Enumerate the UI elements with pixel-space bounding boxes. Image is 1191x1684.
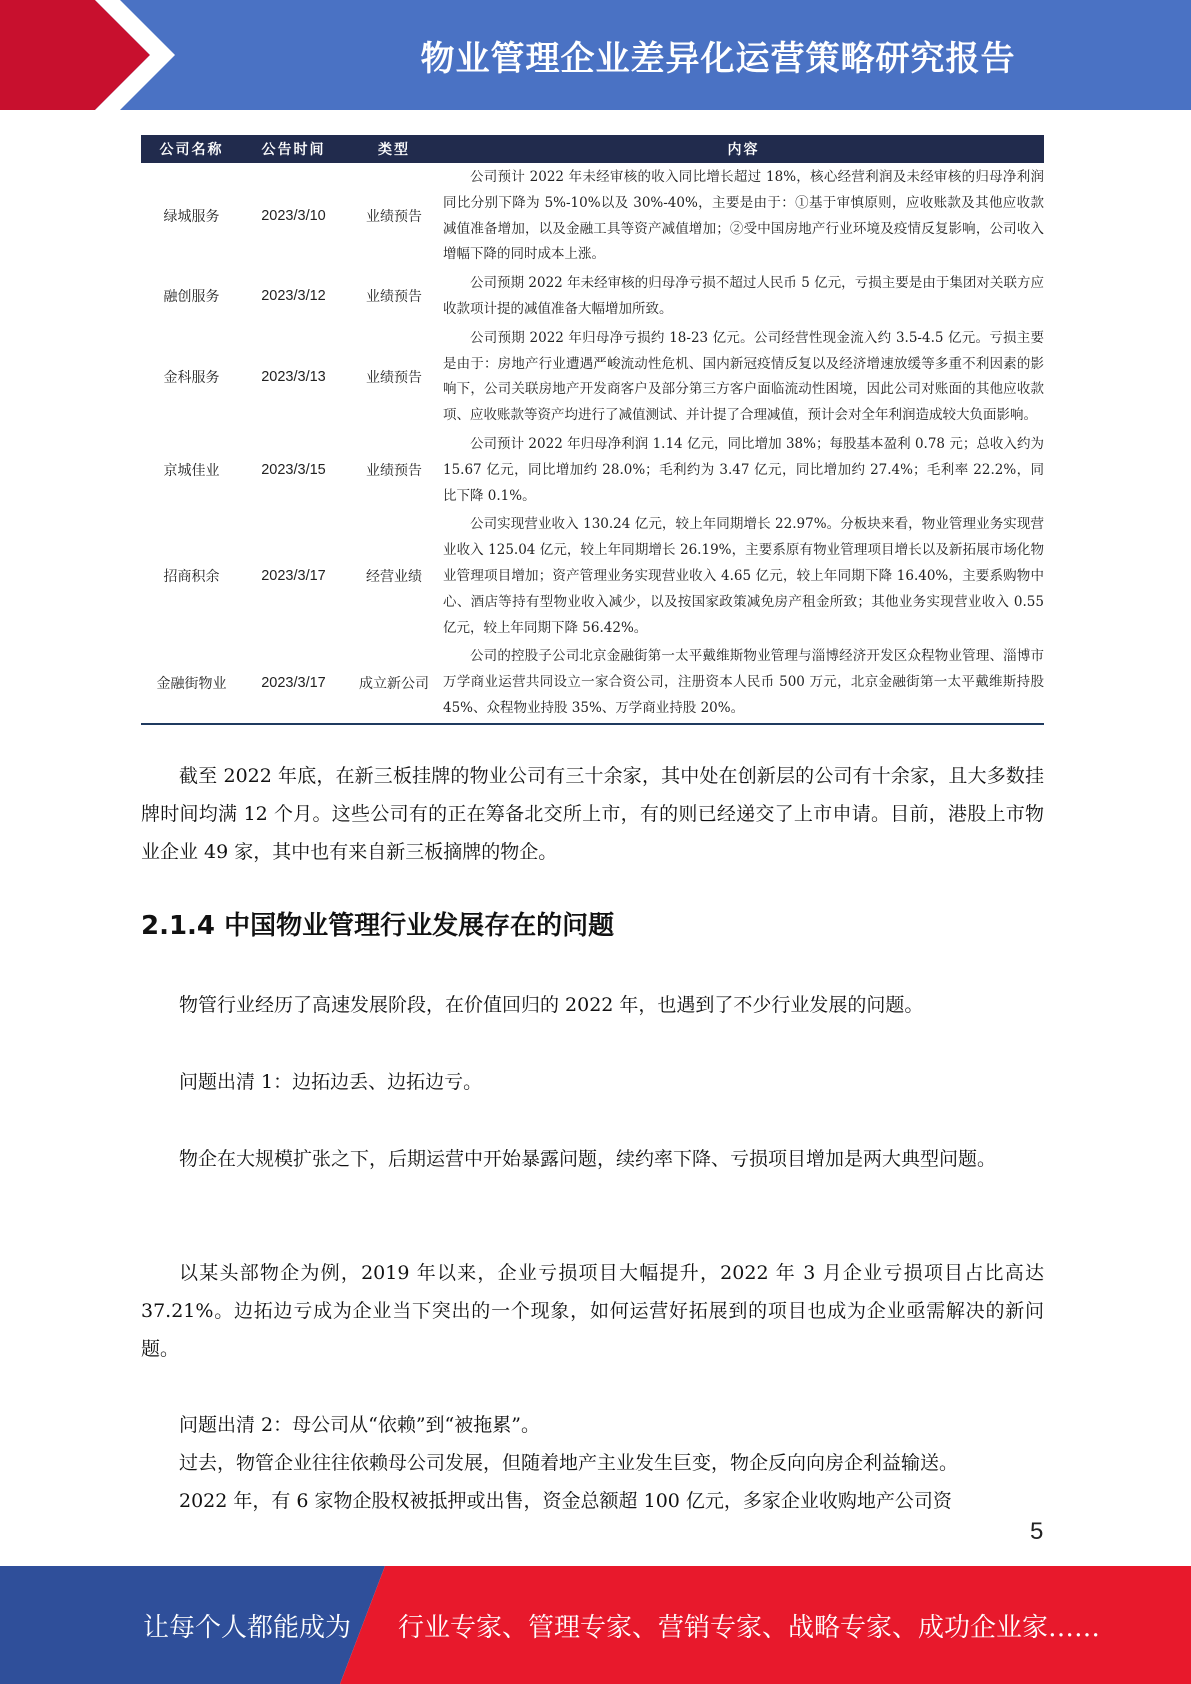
announcement-content-cell: 公司实现营业收入 130.24 亿元，较上年同期增长 22.97%。分板块来看，物业管理业务实现营业收入 125.04 亿元，较上年同期增长 26.19%，主要系原有物业管理项目增长以及新拓展市场化物业管理项目增加；资产管理业务实现营业收入 4.65 亿元，较上年同期下降 16.40%，主要系购物中心、酒店等持有型物业收入减少，以及按国家政策减免房产租金所致；其他业务实现营业收入 0.55 亿元，较上年同期下降 56.42%。 bbox=[443, 516, 1044, 636]
company-name-cell: 金科服务 bbox=[163, 369, 220, 386]
body-paragraph: 问题出清 1：边拓边丢、边拓边亏。 bbox=[179, 1071, 483, 1093]
table-header-row bbox=[141, 135, 1044, 163]
announcement-content-cell: 公司预计 2022 年未经审核的收入同比增长超过 18%，核心经营利润及未经审核的归母净利润同比分别下降为 5%-10%以及 30%-40%，主要是由于：①基于审慎原则，应收账款及其他应收款减值准备增加，以及金融工具等资产减值增加；②受中国房地产行业环境及疫情反复影响，公司收入增幅下降的同时成本上涨。 bbox=[443, 169, 1044, 263]
report-header bbox=[0, 0, 1191, 110]
page-number: 5 bbox=[1030, 1518, 1044, 1545]
announcement-date-cell: 2023/3/17 bbox=[261, 674, 326, 691]
company-name-cell: 招商积余 bbox=[163, 569, 220, 586]
announcement-content-cell: 公司预期 2022 年未经审核的归母净亏损不超过人民币 5 亿元，亏损主要是由于集团对关联方应收款项计提的减值准备大幅增加所致。 bbox=[443, 275, 1044, 317]
announcement-date-cell: 2023/3/10 bbox=[261, 208, 326, 225]
table-row bbox=[141, 510, 1044, 642]
announcement-type-cell: 业绩预告 bbox=[366, 369, 422, 386]
report-title: 物业管理企业差异化运营策略研究报告 bbox=[420, 38, 1016, 79]
announcement-type-cell: 业绩预告 bbox=[366, 209, 422, 226]
announcement-date-cell: 2023/3/12 bbox=[261, 288, 326, 305]
page-footer bbox=[0, 1566, 1191, 1684]
table-row bbox=[141, 163, 1044, 269]
header-arrow-decoration bbox=[0, 0, 260, 110]
body-paragraph: 物企在大规模扩张之下，后期运营中开始暴露问题，续约率下降、亏损项目增加是两大典型问题。 bbox=[179, 1148, 997, 1170]
company-name-cell: 融创服务 bbox=[163, 289, 220, 306]
announcement-date-cell: 2023/3/13 bbox=[261, 368, 326, 385]
announcement-content-cell: 公司的控股子公司北京金融街第一太平戴维斯物业管理与淄博经济开发区众程物业管理、淄博市万学商业运营共同设立一家合资公司，注册资本人民币 500 万元，北京金融街第一太平戴维斯持股 45%、众程物业持股 35%、万学商业持股 20%。 bbox=[443, 648, 1044, 716]
announcement-type-cell: 业绩预告 bbox=[366, 289, 422, 306]
footer-slogan-left: 让每个人都能成为 bbox=[143, 1612, 352, 1643]
announcement-type-cell: 经营业绩 bbox=[366, 569, 422, 586]
table-row bbox=[141, 642, 1044, 723]
column-header-type: 类型 bbox=[345, 135, 443, 163]
footer-slogan-right: 行业专家、管理专家、营销专家、战略专家、成功企业家…… bbox=[398, 1612, 1101, 1643]
announcement-date-cell: 2023/3/17 bbox=[261, 568, 326, 585]
section-heading: 2.1.4 中国物业管理行业发展存在的问题 bbox=[141, 911, 615, 941]
body-paragraph: 过去，物管企业往往依赖母公司发展，但随着地产主业发生巨变，物企反向向房企利益输送。 bbox=[179, 1452, 959, 1474]
announcement-content-cell: 公司预计 2022 年归母净利润 1.14 亿元，同比增加 38%；每股基本盈利 0.78 元；总收入约为 15.67 亿元，同比增加约 28.0%；毛利约为 3.47 亿元，同比增加约 27.4%；毛利率 22.2%，同比下降 0.1%。 bbox=[443, 435, 1044, 504]
announcement-type-cell: 业绩预告 bbox=[366, 463, 422, 480]
company-name-cell: 京城佳业 bbox=[163, 463, 220, 480]
column-header-content: 内容 bbox=[443, 135, 1044, 163]
table-row bbox=[141, 269, 1044, 324]
body-paragraph: 物管行业经历了高速发展阶段，在价值回归的 2022 年，也遇到了不少行业发展的问题。 bbox=[179, 994, 924, 1016]
company-name-cell: 金融街物业 bbox=[156, 675, 227, 692]
announcement-date-cell: 2023/3/15 bbox=[261, 462, 326, 479]
column-header-company: 公司名称 bbox=[141, 135, 242, 163]
announcement-content-cell: 公司预期 2022 年归母净亏损约 18-23 亿元。公司经营性现金流入约 3.5-4.5 亿元。亏损主要是由于：房地产行业遭遇严峻流动性危机、国内新冠疫情反复以及经济增速放缓等多重不利因素的影响下，公司关联房地产开发商客户及部分第三方客户面临流动性困境，因此公司对账面的其他应收款项、应收账款等资产均进行了减值测试、并计提了合理减值，预计会对全年利润造成较大负面影响。 bbox=[443, 329, 1044, 424]
announcement-table bbox=[141, 135, 1044, 725]
announcement-type-cell: 成立新公司 bbox=[359, 675, 429, 692]
company-name-cell: 绿城服务 bbox=[163, 209, 220, 226]
table-row bbox=[141, 430, 1044, 510]
body-paragraph: 问题出清 2：母公司从“依赖”到“被拖累”。 bbox=[179, 1414, 540, 1436]
body-paragraph: 以某头部物企为例，2019 年以来，企业亏损项目大幅提升，2022 年 3 月企业亏损项目占比高达 37.21%。边拓边亏成为企业当下突出的一个现象，如何运营好拓展到的项目也成为企业亟需解决的新问题。 bbox=[141, 1262, 1044, 1360]
body-paragraph: 2022 年，有 6 家物企股权被抵押或出售，资金总额超 100 亿元，多家企业收购地产公司资 bbox=[179, 1490, 952, 1512]
table-row bbox=[141, 324, 1044, 430]
column-header-date: 公告时间 bbox=[242, 135, 345, 163]
body-paragraph: 截至 2022 年底，在新三板挂牌的物业公司有三十余家，其中处在创新层的公司有十余家，且大多数挂牌时间均满 12 个月。这些公司有的正在筹备北交所上市，有的则已经递交了上市申请。目前，港股上市物业企业 49 家，其中也有来自新三板摘牌的物企。 bbox=[141, 765, 1044, 863]
